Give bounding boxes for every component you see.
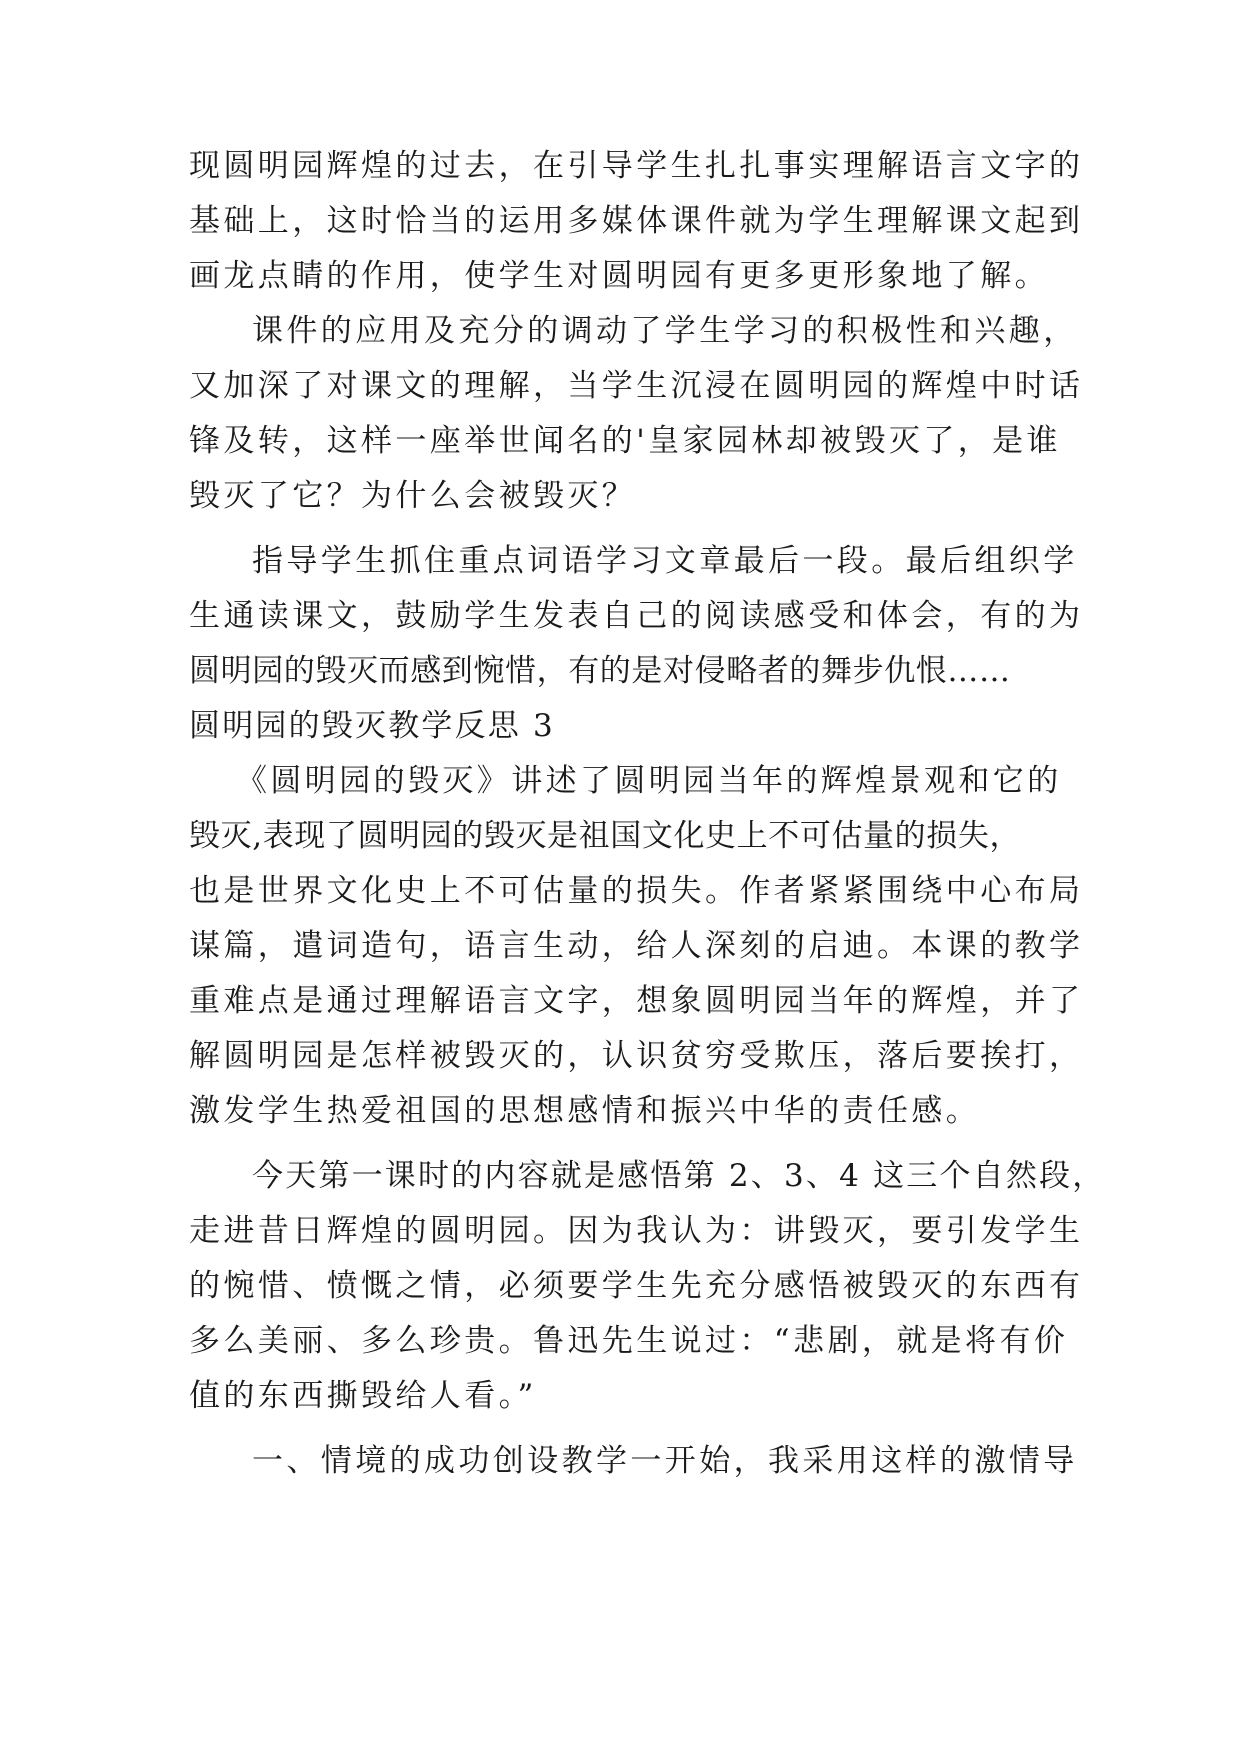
text-line: 课件的应用及充分的调动了学生学习的积极性和兴趣，: [252, 313, 1078, 349]
text-line: 重难点是通过理解语言文字，想象圆明园当年的辉煌，并了: [189, 983, 1084, 1019]
text-line: 毁灭了它？为什么会被毁灭？: [189, 478, 637, 514]
text-line: 现圆明园辉煌的过去，在引导学生扎扎事实理解语言文字的: [189, 148, 1084, 184]
text-line: 也是世界文化史上不可估量的损失。作者紧紧围绕中心布局: [189, 873, 1084, 909]
text-line: 生通读课文，鼓励学生发表自己的阅读感受和体会，有的为: [189, 598, 1084, 634]
text-line: 解圆明园是怎样被毁灭的，认识贫穷受欺压，落后要挨打，: [189, 1038, 1084, 1074]
text-line: 多么美丽、多么珍贵。鲁迅先生说过：“悲剧，就是将有价: [189, 1323, 1069, 1359]
text-line: 《圆明园的毁灭》讲述了圆明园当年的辉煌景观和它的: [236, 763, 1062, 799]
text-line: 又加深了对课文的理解，当学生沉浸在圆明园的辉煌中时话: [189, 368, 1084, 404]
text-line: 激发学生热爱祖国的思想感情和振兴中华的责任感。: [189, 1093, 981, 1129]
text-line: 指导学生抓住重点词语学习文章最后一段。最后组织学: [252, 543, 1078, 579]
text-line: 走进昔日辉煌的圆明园。因为我认为：讲毁灭，要引发学生: [189, 1213, 1084, 1249]
section-heading: 圆明园的毁灭教学反思 3: [189, 708, 555, 744]
text-line: 圆明园的毁灭而感到惋惜，有的是对侵略者的舞步仇恨……: [189, 653, 1011, 689]
text-line: 今天第一课时的内容就是感悟第 2、3、4 这三个自然段，: [252, 1158, 1106, 1194]
text-line: 的惋惜、愤慨之情，必须要学生先充分感悟被毁灭的东西有: [189, 1268, 1084, 1304]
text-line: 基础上，这时恰当的运用多媒体课件就为学生理解课文起到: [189, 203, 1084, 239]
text-line: 锋及转，这样一座举世闻名的'皇家园林却被毁灭了，是谁: [189, 423, 1061, 459]
text-line: 谋篇，遣词造句，语言生动，给人深刻的启迪。本课的教学: [189, 928, 1084, 964]
text-line: 画龙点睛的作用，使学生对圆明园有更多更形象地了解。: [189, 258, 1049, 294]
text-line: 值的东西撕毁给人看。”: [189, 1378, 537, 1414]
text-line: 一、情境的成功创设教学一开始，我采用这样的激情导: [252, 1443, 1078, 1479]
text-line: 毁灭,表现了圆明园的毁灭是祖国文化史上不可估量的损失，: [189, 818, 1022, 854]
